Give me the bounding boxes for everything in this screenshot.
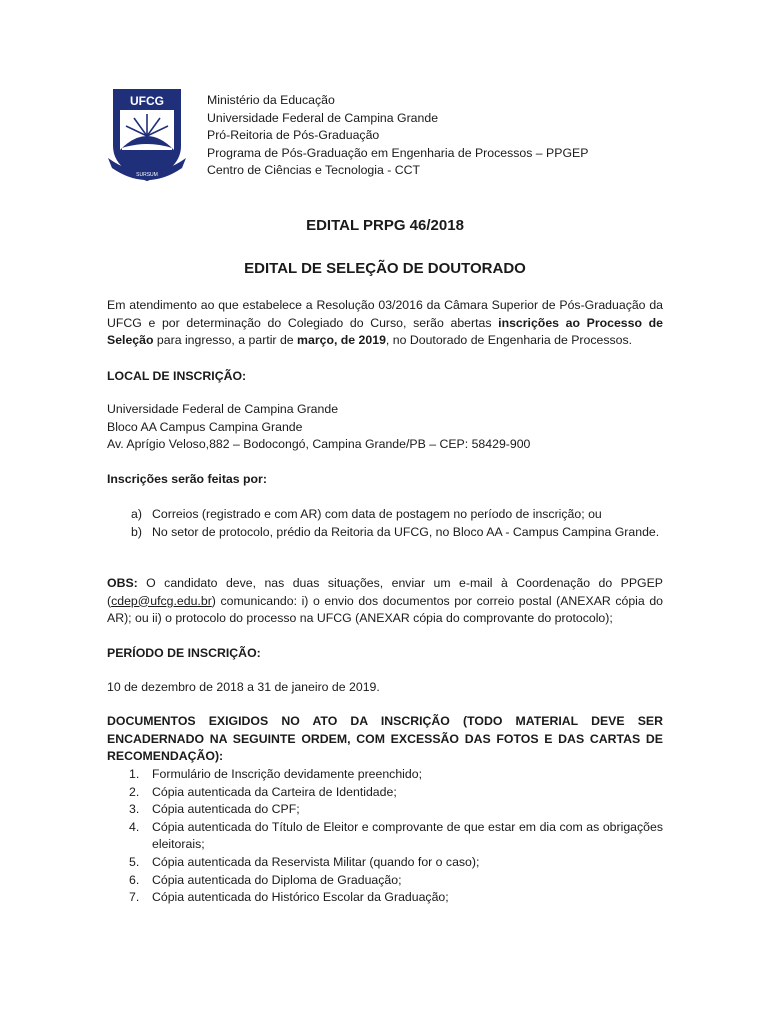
inscricoes-heading: Inscrições serão feitas por: xyxy=(107,472,267,486)
obs-paragraph xyxy=(107,575,663,628)
intro-bold-text: inscrições ao Processo de Seleção xyxy=(107,315,663,348)
svg-text:SURSUM: SURSUM xyxy=(136,172,158,178)
intro-text: Em atendimento ao que estabelece a Resolução 03/2016 da Câmara Superior de Pós-Graduação da UFCG e por determinação do Colegiado do Curso, serão abertas xyxy=(107,298,663,330)
list-marker: 3. xyxy=(129,802,140,817)
header-line: Programa de Pós-Graduação em Engenharia de Processos – PPGEP xyxy=(207,145,589,160)
list-marker: a) xyxy=(131,507,142,521)
intro-text: , no Doutorado de Engenharia de Processos. xyxy=(385,333,633,348)
local-heading: LOCAL DE INSCRIÇÃO: xyxy=(107,369,247,383)
list-marker: 5. xyxy=(129,854,140,869)
list-marker: 4. xyxy=(129,819,140,834)
svg-text:UFCG: UFCG xyxy=(130,94,164,108)
list-item-text: Cópia autenticada da Reservista Militar (quando for o caso); xyxy=(152,854,480,869)
list-marker: 7. xyxy=(129,890,140,905)
list-item xyxy=(107,819,663,854)
email-link[interactable]: cdep@ufcg.edu.br xyxy=(111,593,212,608)
list-item-text: Cópia autenticada do Diploma de Graduação; xyxy=(152,872,402,887)
address-line: Av. Aprígio Veloso,882 – Bodocongó, Campina Grande/PB – CEP: 58429-900 xyxy=(107,437,531,452)
local-address xyxy=(107,401,663,454)
list-item-text: No setor de protocolo, prédio da Reitoria da UFCG, no Bloco AA - Campus Campina Grande. xyxy=(152,524,660,539)
address-line: Universidade Federal de Campina Grande xyxy=(107,402,339,416)
obs-text: O candidato deve, nas duas situações, enviar um e-mail à Coordenação do PPGEP ( xyxy=(107,576,663,608)
list-marker: 1. xyxy=(129,767,140,781)
list-item xyxy=(107,801,663,819)
list-item-text: Formulário de Inscrição devidamente preenchido; xyxy=(152,767,422,781)
documentos-list xyxy=(107,766,663,907)
institution-header xyxy=(207,92,588,180)
list-item xyxy=(107,784,663,802)
header-line: Universidade Federal de Campina Grande xyxy=(207,110,439,125)
list-item xyxy=(107,872,663,890)
periodo-text: 10 de dezembro de 2018 a 31 de janeiro de 2019. xyxy=(107,680,380,694)
list-item xyxy=(107,854,663,872)
ufcg-logo xyxy=(108,88,186,184)
obs-label: OBS: xyxy=(107,576,138,590)
intro-paragraph xyxy=(107,297,663,350)
documentos-heading: DOCUMENTOS EXIGIDOS NO ATO DA INSCRIÇÃO (TODO MATERIAL DEVE SER ENCADERNADO NA SEGUINTE ORDEM, COM EXCESSÃO DAS FOTOS E DAS CARTAS DE RECOMENDAÇÃO): xyxy=(107,714,663,764)
list-item-text: Cópia autenticada do Título de Eleitor e comprovante de que estar em dia com as obrigações eleitorais; xyxy=(152,819,663,852)
header-line: Centro de Ciências e Tecnologia - CCT xyxy=(207,163,421,178)
header-line: Pró-Reitoria de Pós-Graduação xyxy=(207,128,380,143)
list-item xyxy=(107,766,663,784)
list-item-text: Cópia autenticada da Carteira de Identidade; xyxy=(152,784,397,799)
list-item xyxy=(107,506,663,524)
list-marker: 2. xyxy=(129,784,140,799)
list-marker: b) xyxy=(131,524,142,539)
edital-title: EDITAL PRPG 46/2018 xyxy=(306,217,464,234)
address-line: Bloco AA Campus Campina Grande xyxy=(107,419,303,434)
list-item-text: Cópia autenticada do Histórico Escolar da Graduação; xyxy=(152,890,449,905)
list-item xyxy=(107,524,663,542)
intro-date-text: março, de 2019 xyxy=(297,333,386,348)
selecao-title: EDITAL DE SELEÇÃO DE DOUTORADO xyxy=(244,260,526,277)
obs-text: ) comunicando: i) o envio dos documentos por correio postal (ANEXAR cópia do AR); ou ii) o protocolo do processo na UFCG (ANEXAR cópia do comprovante do protocolo); xyxy=(107,593,663,626)
periodo-heading: PERÍODO DE INSCRIÇÃO: xyxy=(107,646,261,660)
intro-text: para ingresso, a partir de xyxy=(153,333,298,348)
list-marker: 6. xyxy=(129,872,140,887)
list-item-text: Cópia autenticada do CPF; xyxy=(152,802,300,817)
list-item-text: Correios (registrado e com AR) com data de postagem no período de inscrição; ou xyxy=(152,507,602,521)
list-item xyxy=(107,889,663,907)
inscricoes-list xyxy=(107,506,663,541)
header-line: Ministério da Educação xyxy=(207,93,335,107)
